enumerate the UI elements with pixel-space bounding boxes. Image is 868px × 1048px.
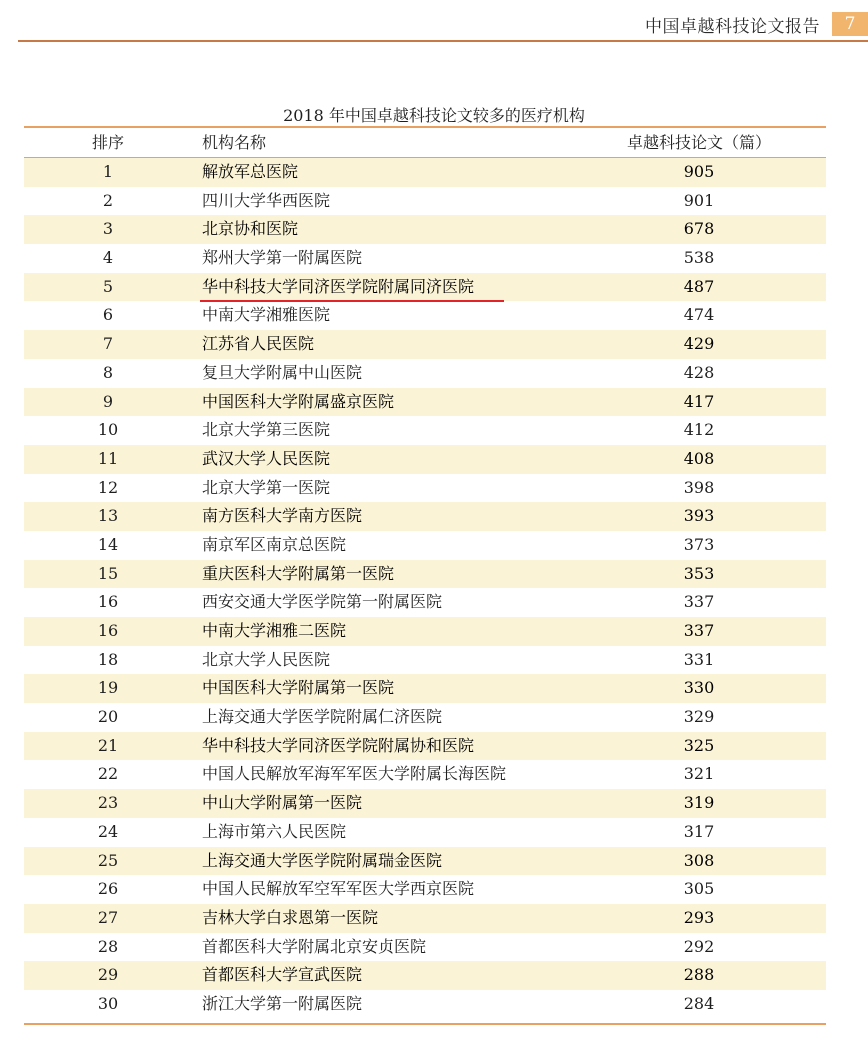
column-header-name: 机构名称 (202, 133, 267, 152)
table-row (24, 904, 826, 933)
institution-name-cell: 吉林大学白求恩第一医院 (202, 907, 379, 927)
rank-cell: 29 (97, 965, 119, 985)
institution-name-cell: 北京大学第一医院 (202, 477, 331, 497)
rank-cell: 19 (97, 678, 119, 698)
rank-cell: 18 (97, 649, 119, 669)
rank-cell: 16 (97, 592, 119, 612)
page-header (0, 0, 868, 44)
table-body (24, 158, 826, 1019)
report-title: 中国卓越科技论文报告 (645, 17, 820, 37)
paper-count-cell: 901 (683, 190, 715, 210)
paper-count-cell: 398 (683, 477, 715, 497)
rank-cell: 4 (102, 248, 114, 268)
rank-cell: 22 (97, 764, 119, 784)
rank-cell: 1 (102, 162, 114, 181)
paper-count-cell: 408 (683, 448, 715, 468)
paper-count-cell: 487 (683, 276, 715, 296)
institution-name-cell: 中国人民解放军空军军医大学西京医院 (202, 879, 475, 899)
paper-count-cell: 329 (683, 707, 715, 727)
paper-count-cell: 353 (683, 563, 715, 583)
institution-name-cell: 四川大学华西医院 (202, 190, 331, 210)
table-row (24, 445, 826, 474)
table-row (24, 674, 826, 703)
institution-name-cell: 中国医科大学附属盛京医院 (202, 391, 395, 411)
institution-name-cell: 中国医科大学附属第一医院 (202, 678, 395, 698)
institution-name-cell: 解放军总医院 (202, 162, 299, 181)
institution-name-cell: 上海交通大学医学院附属瑞金医院 (202, 850, 443, 870)
institution-name-cell: 武汉大学人民医院 (202, 448, 331, 468)
table-row (24, 244, 826, 273)
rank-cell: 13 (97, 506, 119, 526)
institution-name-cell: 重庆医科大学附属第一医院 (202, 563, 395, 583)
rank-cell: 9 (102, 391, 114, 411)
table-row (24, 588, 826, 617)
paper-count-cell: 317 (683, 821, 715, 841)
institution-name-cell: 中南大学湘雅医院 (202, 305, 331, 325)
rank-cell: 10 (97, 420, 119, 440)
highlight-underline (200, 300, 504, 302)
table-row (24, 474, 826, 503)
table-row (24, 215, 826, 244)
table-row (24, 789, 826, 818)
paper-count-cell: 417 (683, 391, 715, 411)
rank-cell: 12 (97, 477, 119, 497)
rank-cell: 15 (97, 563, 119, 583)
table-row (24, 301, 826, 330)
paper-count-cell: 331 (683, 649, 715, 669)
table-row (24, 273, 826, 302)
table-bottom-rule (24, 1023, 826, 1025)
table-row (24, 818, 826, 847)
table-top-rule (24, 126, 826, 128)
table-row (24, 933, 826, 962)
table-row (24, 560, 826, 589)
table-row (24, 416, 826, 445)
rank-cell: 8 (102, 362, 114, 382)
table-row (24, 732, 826, 761)
table-row (24, 617, 826, 646)
paper-count-cell: 292 (683, 936, 715, 956)
paper-count-cell: 678 (683, 219, 715, 239)
paper-count-cell: 337 (683, 592, 715, 612)
paper-count-cell: 393 (683, 506, 715, 526)
paper-count-cell: 284 (683, 993, 715, 1013)
institution-name-cell: 华中科技大学同济医学院附属协和医院 (202, 735, 475, 755)
table-row (24, 760, 826, 789)
institution-name-cell: 中山大学附属第一医院 (202, 793, 363, 813)
institution-name-cell: 郑州大学第一附属医院 (202, 248, 363, 268)
rank-cell: 11 (97, 448, 119, 468)
rank-cell: 5 (102, 276, 114, 296)
paper-count-cell: 474 (683, 305, 715, 325)
rank-cell: 2 (102, 190, 114, 210)
table-header (24, 130, 826, 156)
paper-count-cell: 305 (683, 879, 715, 899)
paper-count-cell: 428 (683, 362, 715, 382)
institution-name-cell: 西安交通大学医学院第一附属医院 (202, 592, 443, 612)
paper-count-cell: 325 (683, 735, 715, 755)
rank-cell: 28 (97, 936, 119, 956)
paper-count-cell: 288 (683, 965, 715, 985)
institution-name-cell: 北京大学第三医院 (202, 420, 331, 440)
institution-name-cell: 复旦大学附属中山医院 (202, 362, 363, 382)
column-header-rank: 排序 (91, 133, 124, 152)
rank-cell: 16 (97, 621, 119, 640)
rank-cell: 21 (97, 735, 119, 755)
institution-name-cell: 上海交通大学医学院附属仁济医院 (202, 707, 443, 727)
table-row (24, 961, 826, 990)
paper-count-cell: 330 (683, 678, 715, 698)
institution-name-cell: 中国人民解放军海军军医大学附属长海医院 (202, 764, 507, 784)
rank-cell: 26 (97, 879, 119, 899)
rank-cell: 7 (102, 334, 114, 354)
table-title: 2018 年中国卓越科技论文较多的医疗机构 (283, 106, 585, 125)
table-row (24, 847, 826, 876)
institution-name-cell: 上海市第六人民医院 (202, 821, 347, 841)
institution-name-cell: 南方医科大学南方医院 (202, 506, 363, 526)
institution-name-cell: 江苏省人民医院 (202, 334, 315, 354)
table-row (24, 990, 826, 1019)
table-row (24, 531, 826, 560)
table-row (24, 646, 826, 675)
table-row (24, 875, 826, 904)
header-divider (18, 40, 868, 42)
institution-name-cell: 中南大学湘雅二医院 (202, 621, 347, 640)
rank-cell: 25 (97, 850, 119, 870)
paper-count-cell: 321 (683, 764, 715, 784)
table-row (24, 187, 826, 216)
paper-count-cell: 308 (683, 850, 715, 870)
rank-cell: 30 (97, 993, 119, 1013)
paper-count-cell: 538 (683, 248, 715, 268)
rank-cell: 3 (102, 219, 114, 239)
paper-count-cell: 319 (683, 793, 715, 813)
table-row (24, 359, 826, 388)
institution-name-cell: 浙江大学第一附属医院 (202, 993, 363, 1013)
institution-name-cell: 首都医科大学宣武医院 (202, 965, 363, 985)
paper-count-cell: 905 (683, 162, 715, 181)
institution-name-cell: 南京军区南京总医院 (202, 534, 347, 554)
institution-name-cell: 首都医科大学附属北京安贞医院 (202, 936, 427, 956)
column-header-count: 卓越科技论文（篇） (626, 133, 771, 152)
paper-count-cell: 429 (683, 334, 715, 354)
table-row (24, 330, 826, 359)
rank-cell: 14 (97, 534, 119, 554)
rank-cell: 20 (97, 707, 119, 727)
rank-cell: 23 (97, 793, 119, 813)
rank-cell: 6 (102, 305, 114, 325)
institution-name-cell: 华中科技大学同济医学院附属同济医院 (202, 276, 475, 296)
institution-name-cell: 北京协和医院 (202, 219, 299, 239)
rank-cell: 27 (97, 907, 119, 927)
table-row (24, 502, 826, 531)
page-number-badge: 7 (832, 12, 868, 36)
paper-count-cell: 412 (683, 420, 715, 440)
paper-count-cell: 373 (683, 534, 715, 554)
rank-cell: 24 (97, 821, 119, 841)
table-row (24, 703, 826, 732)
table-row (24, 388, 826, 417)
table-row (24, 158, 826, 187)
institution-name-cell: 北京大学人民医院 (202, 649, 331, 669)
paper-count-cell: 337 (683, 621, 715, 640)
paper-count-cell: 293 (683, 907, 715, 927)
